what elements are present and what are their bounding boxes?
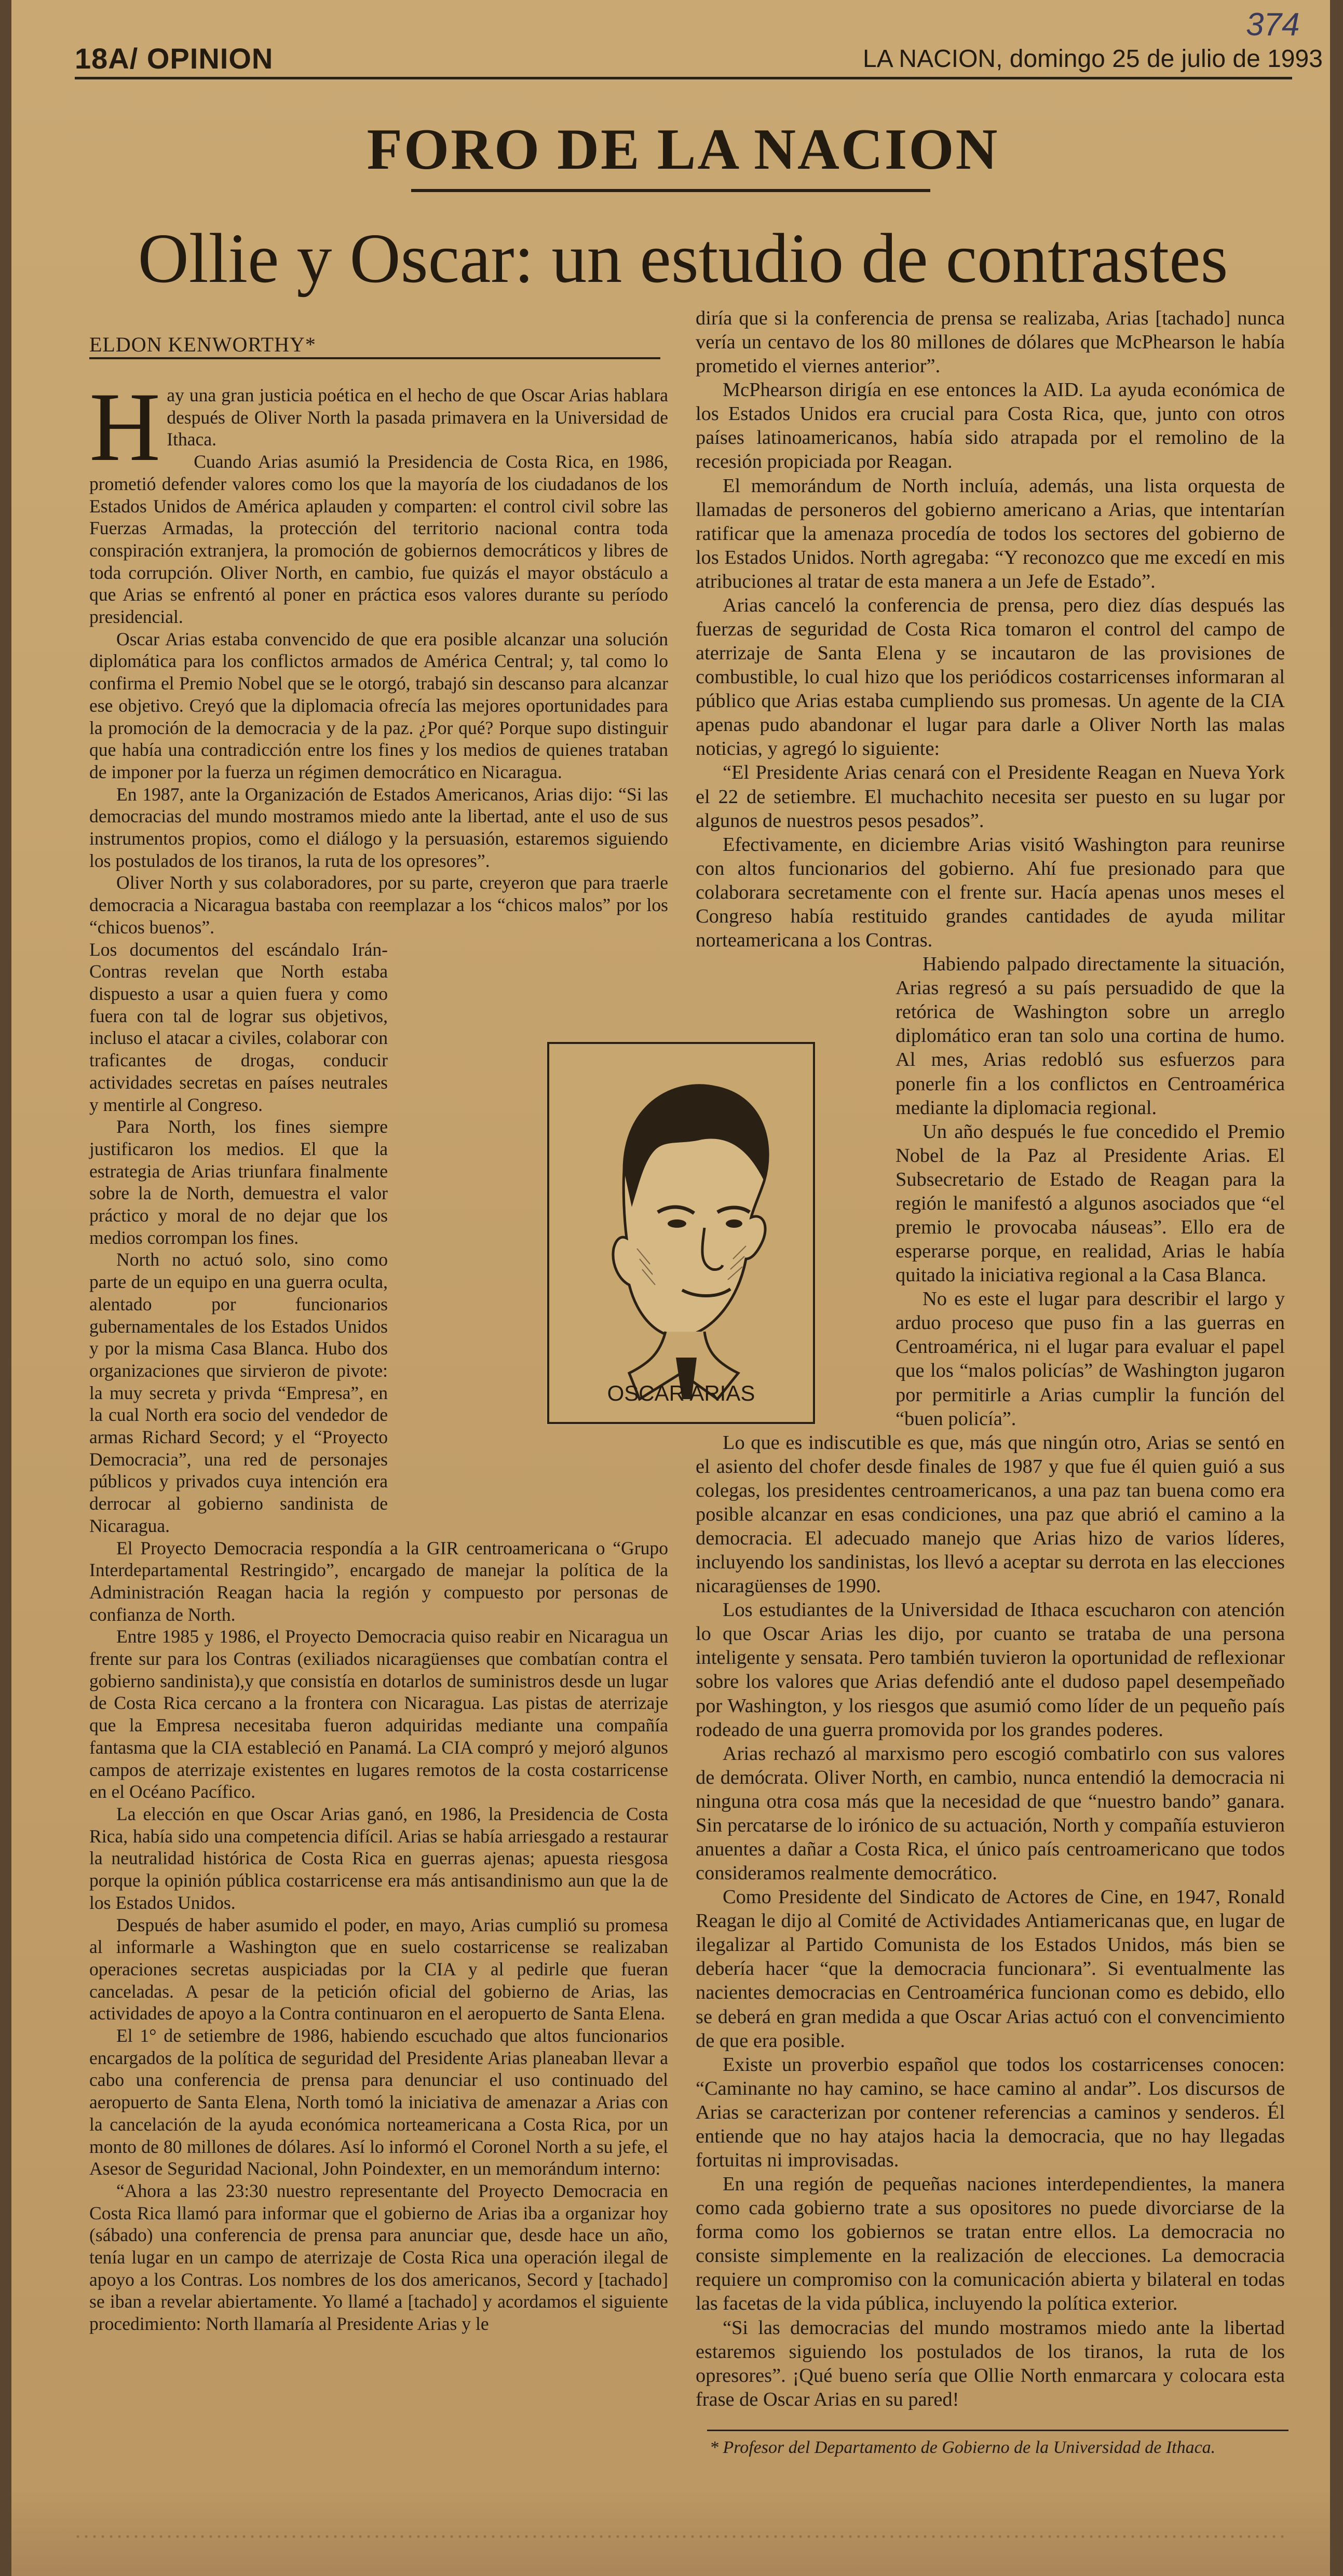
paragraph: North no actuó solo, sino como parte de un equipo en una guerra oculta, alentado por funcionarios gubernamentales de los Estados Unidos y por la misma Casa Blanca. Hubo dos organizaciones que sirvieron de pivote: la muy secreta y privda “Empresa”, en la cual North era socio del vendedor de armas Richard Secord; y el “Proyecto Democracia”, una red de personajes públicos y privados cuya intención era derrocar al gobierno sandinista de Nicaragua. xyxy=(89,1249,388,1536)
footnote: * Profesor del Departamento de Gobierno de la Universidad de Ithaca. xyxy=(710,2438,1216,2457)
forum-underline xyxy=(411,189,930,192)
paragraph: Habiendo palpado directamente la situación, Arias regresó a su país persuadido de que la retórica de Washington sobre un arreglo diplomático eran tan solo una cortina de humo. Al mes, Arias redobló sus esfuerzos para ponerle fin a los conflictos en Centroamérica mediante la diplomacia regional. xyxy=(896,953,1285,1119)
headline: Ollie y Oscar: un estudio de contrastes xyxy=(138,220,1228,297)
paragraph: “Ahora a las 23:30 nuestro representante del Proyecto Democracia en Costa Rica llamó para informar que el gobierno de Arias iba a organizar hoy (sábado) una conferencia de prensa para anunciar que, desde hace un año, tenía lugar en un campo de aterrizaje de Costa Rica una operación ilegal de apoyo a los Contras. Los nombres de los dos americanos, Secord y [tachado] se iban a revelar abiertamente. Yo llamé a [tachado] y acordamos el siguiente procedimiento: North llamaría al Presidente Arias y le xyxy=(89,2180,668,2335)
newspaper-page xyxy=(11,0,1330,2576)
footnote-rule xyxy=(707,2430,1288,2431)
forum-title: FORO DE LA NACION xyxy=(367,117,999,182)
paragraph: Entre 1985 y 1986, el Proyecto Democracia quiso reabir en Nicaragua un frente sur para los Contras (exiliados nicaragüenses que combatían contra el gobierno sandinista),y que consistía en dotarlos de suministros desde un lugar de Costa Rica cercano a la frontera con Nicaragua. Las pistas de aterrizaje que la Empresa necesitaba fueron adquiridas mediante una compañía fantasma que la CIA estableció en Panamá. La CIA compró y mejoró algunos campos de aterrizaje existentes en lugares remotos de la costa costarricense en el Océano Pacífico. xyxy=(89,1626,668,1802)
paragraph: En una región de pequeñas naciones interdependientes, la manera como cada gobierno trate a sus opositores no puede divorciarse de la forma como los gobiernos se tratan entre ellos. La democracia no consiste simplemente en la realización de elecciones. La democracia requiere un compromiso con la comunicación abierta y bilateral en todas las facetas de la vida pública, incluyendo la política exterior. xyxy=(696,2173,1285,2315)
byline-rule xyxy=(89,357,660,359)
paragraph: La elección en que Oscar Arias ganó, en 1986, la Presidencia de Costa Rica, había sido una competencia difícil. Arias se había arriesgado a restaurar la neutralidad histórica de Costa Rica en guerras ajenas; apuesta riesgosa porque la opinión pública costarricense era más antisandinismo aun que la de los Estados Unidos. xyxy=(89,1804,668,1913)
portrait-sketch-icon xyxy=(546,1041,816,1425)
paragraph: diría que si la conferencia de prensa se realizaba, Arias [tachado] nunca vería un centavo de los 80 millones de dólares que McPhearson le había prometido el viernes anterior”. xyxy=(696,307,1285,377)
paragraph: Lo que es indiscutible es que, más que ningún otro, Arias se sentó en el asiento del chofer desde finales de 1987 y que fue él quien guió a sus colegas, los presidentes centroamericanos, a una paz tan buena como era posible alcanzar en esas condiciones, una paz que abrió el camino a la democracia. El adecuado manejo que Arias hizo de varios líderes, incluyendo los sandinistas, los llevó a aceptar su derrota en las elecciones nicaragüenses de 1990. xyxy=(696,1431,1285,1597)
text-wrap-around-portrait xyxy=(896,952,1285,1431)
paragraph: “Si las democracias del mundo mostramos miedo ante la libertad estaremos siguiendo los postulados de los tiranos, la ruta de los opresores”. ¡Qué bueno sería que Ollie North enmarcara y colocara esta frase de Oscar Arias en su pared! xyxy=(696,2316,1285,2410)
paragraph: No es este el lugar para describir el largo y arduo proceso que puso fin a las guerras en Centroamérica, ni el lugar para evaluar el papel que los “malos policías” de Washington jugaron por permitirle a Arias cumplir la función del “buen policía”. xyxy=(896,1288,1285,1430)
header-rule xyxy=(75,77,1292,79)
paragraph: Oliver North y sus colaboradores, por su parte, creyeron que para traerle democracia a Nicaragua bastaba con reemplazar a los “chicos malos” por los “chicos buenos”. xyxy=(89,872,668,938)
paragraph: El Proyecto Democracia respondía a la GIR centroamericana o “Grupo Interdepartamental Restringido”, encargado de manejar la política de la Administración Reagan hacia la región y compuesto por personas de confianza de North. xyxy=(89,1537,668,1625)
paragraph: Los estudiantes de la Universidad de Ithaca escucharon con atención lo que Oscar Arias les dijo, por cuanto se trataba de una persona inteligente y sensata. Pero también tuvieron la oportunidad de reflexionar sobre los valores que Arias defendió ante el dudoso papel desempeñado por Washington, y los riesgos que asumió como líder de un pequeño país rodeado de una guerra promovida por los grandes poderes. xyxy=(696,1599,1285,1741)
paragraph: “El Presidente Arias cenará con el Presidente Reagan en Nueva York el 22 de setiembre. El muchachito necesita ser puesto en su lugar por algunos de nuestros pesos pesados”. xyxy=(696,762,1285,832)
paragraph: Un año después le fue concedido el Premio Nobel de la Paz al Presidente Arias. El Subsecretario de Estado de Reagan para la región le manifestó a algunos asociados que “el premio le provocaba náuseas”. Ello era de esperarse porque, en realidad, Arias le había quitado la iniciativa regional a la Casa Blanca. xyxy=(896,1120,1285,1286)
paragraph: Después de haber asumido el poder, en mayo, Arias cumplió su promesa al informarle a Washington que en suelo costarricense se realizaban operaciones secretas auspiciadas por la CIA y al pedirle que fueran canceladas. A pesar de la petición oficial del gobierno de Arias, las actividades de apoyo a la Contra continuaron en el aeropuerto de Santa Elena. xyxy=(89,1914,668,2024)
paragraph: Arias rechazó al marxismo pero escogió combatirlo con sus valores de demócrata. Oliver North, en cambio, nunca entendió la democracia ni ninguna otra cosa más que la necesidad de que “nuestro bando” ganara. Sin percatarse de lo irónico de su actuación, North y compañía estuvieron anuentes a dañar a Costa Rica, el único país centroamericano que todos consideramos realmente democrático. xyxy=(696,1742,1285,1884)
portrait-sketch xyxy=(546,1041,816,1425)
paragraph: Existe un proverbio español que todos los costarricenses conocen: “Caminante no hay camino, se hace camino al andar”. Los discursos de Arias se caracterizan por contener referencias a caminos y senderos. Él entiende que no hay atajos hacia la democracia, que no hay llegadas fortuitas ni improvisadas. xyxy=(696,2053,1285,2172)
text-wrap-around-portrait xyxy=(89,939,388,1537)
paragraph: El 1° de setiembre de 1986, habiendo escuchado que altos funcionarios encargados de la política de seguridad del Presidente Arias planeaban llevar a cabo una conferencia de prensa para denunciar el uso continuado del aeropuerto de Santa Elena, North tomó la iniciativa de amenazar a Arias con la cancelación de la ayuda económica norteamericana a Costa Rica, por un monto de 80 millones de dólares. Así lo informó el Coronel North a su jefe, el Asesor de Seguridad Nacional, John Poindexter, en un memorándum interno: xyxy=(89,2025,668,2179)
paragraph: Los documentos del escándalo Irán-Contras revelan que North estaba dispuesto a usar a quien fuera y como fuera con tal de lograr sus objetivos, incluso el atacar a civiles, colaborar con traficantes de drogas, conducir actividades secretas en países neutrales y mentirle al Congreso. xyxy=(89,939,388,1115)
paragraph: Como Presidente del Sindicato de Actores de Cine, en 1947, Ronald Reagan le dijo al Comité de Actividades Antiamericanas que, en lugar de ilegalizar al Partido Comunista de los Estados Unidos, más bien se debería hacer “que la democracia funcionara”. Si eventualmente las nacientes democracias en Centroamérica funcionan como es debido, ello se deberá en gran medida a que Oscar Arias actuó con el convencimiento de que era posible. xyxy=(696,1886,1285,2052)
paragraph: Para North, los fines siempre justificaron los medios. El que la estrategia de Arias triunfara finalmente sobre la de North, demuestra el valor práctico y moral de no dejar que los medios corrompan los fines. xyxy=(89,1116,388,1248)
paragraph: Efectivamente, en diciembre Arias visitó Washington para reunirse con altos funcionarios del gobierno. Ahí fue presionado para que colaborara secretamente con el frente sur. Hacía apenas unos meses el Congreso había restituido grandes cantidades de ayuda militar norteamericana a los Contras. xyxy=(696,833,1285,952)
paragraph: Cuando Arias asumió la Presidencia de Costa Rica, en 1986, prometió defender valores como los que la mayoría de los ciudadanos de los Estados Unidos de América aplauden y comparten: el control civil sobre las Fuerzas Armadas, la protección del territorio nacional contra toda conspiración extranjera, la promoción de gobiernos democráticos y libres de toda corrupción. Oliver North, en cambio, fue quizás el mayor obstáculo a que Arias se enfrentó al poner en práctica esos valores durante su período presidencial. xyxy=(89,451,668,628)
paragraph: Hay una gran justicia poética en el hecho de que Oscar Arias hablara después de Oliver North la pasada primavera en la Universidad de Ithaca. xyxy=(89,373,668,482)
dropcap: H xyxy=(89,373,161,482)
perforation-dots xyxy=(74,2533,1288,2540)
paragraph: Oscar Arias estaba convencido de que era posible alcanzar una solución diplomática para los conflictos armados de América Central; y, tal como lo confirma el Premio Nobel que se le otorgó, trabajó sin descanso para alcanzar ese objetivo. Creyó que la diplomacia ofrecía las mejores oportunidades para la promoción de la democracia y de la paz. ¿Por qué? Porque supo distinguir que había una contradicción entre los fines y los medios de quienes trataban de imponer por la fuerza un régimen democrático en Nicaragua. xyxy=(89,628,668,782)
handwritten-page-number: 374 xyxy=(1246,7,1300,43)
paragraph: El memorándum de North incluía, además, una lista orquesta de llamadas de personeros del gobierno americano a Arias, que intentarían ratificar que la amenaza procedía de todos los sectores del gobierno de los Estados Unidos. North agregaba: “Y reconozco que me excedí en mis atribuciones al tratar de esta manera a un Jefe de Estado”. xyxy=(696,474,1285,592)
paragraph: McPhearson dirigía en ese entonces la AID. La ayuda económica de los Estados Unidos era crucial para Costa Rica, que, junto con otros países latinoamericanos, había sido atrapada por el remolino de la recesión propiciada por Reagan. xyxy=(696,379,1285,473)
paragraph: Arias canceló la conferencia de prensa, pero diez días después las fuerzas de seguridad de Costa Rica tomaron el control del campo de aterrizaje de Santa Elena y se incautaron de las provisiones de combustible, lo cual hizo que los periódicos costarricenses informaran al público que Arias estaba cumpliendo sus promesas. Un agente de la CIA apenas pudo abandonar el lugar para darle a Oliver North las malas noticias, y agregó lo siguiente: xyxy=(696,594,1285,760)
section-label: 18A/ OPINION xyxy=(75,42,274,75)
publication-date: LA NACION, domingo 25 de julio de 1993 xyxy=(863,45,1323,73)
portrait-caption: OSCAR ARIAS xyxy=(607,1381,755,1405)
paragraph: En 1987, ante la Organización de Estados Americanos, Arias dijo: “Si las democracias del mundo mostramos miedo ante la libertad, ante el uso de sus instrumentos propios, como el diálogo y la persuasión, estaremos siguiendo los postulados de los tiranos, la ruta de los opresores”. xyxy=(89,783,668,871)
byline: ELDON KENWORTHY* xyxy=(89,333,316,356)
